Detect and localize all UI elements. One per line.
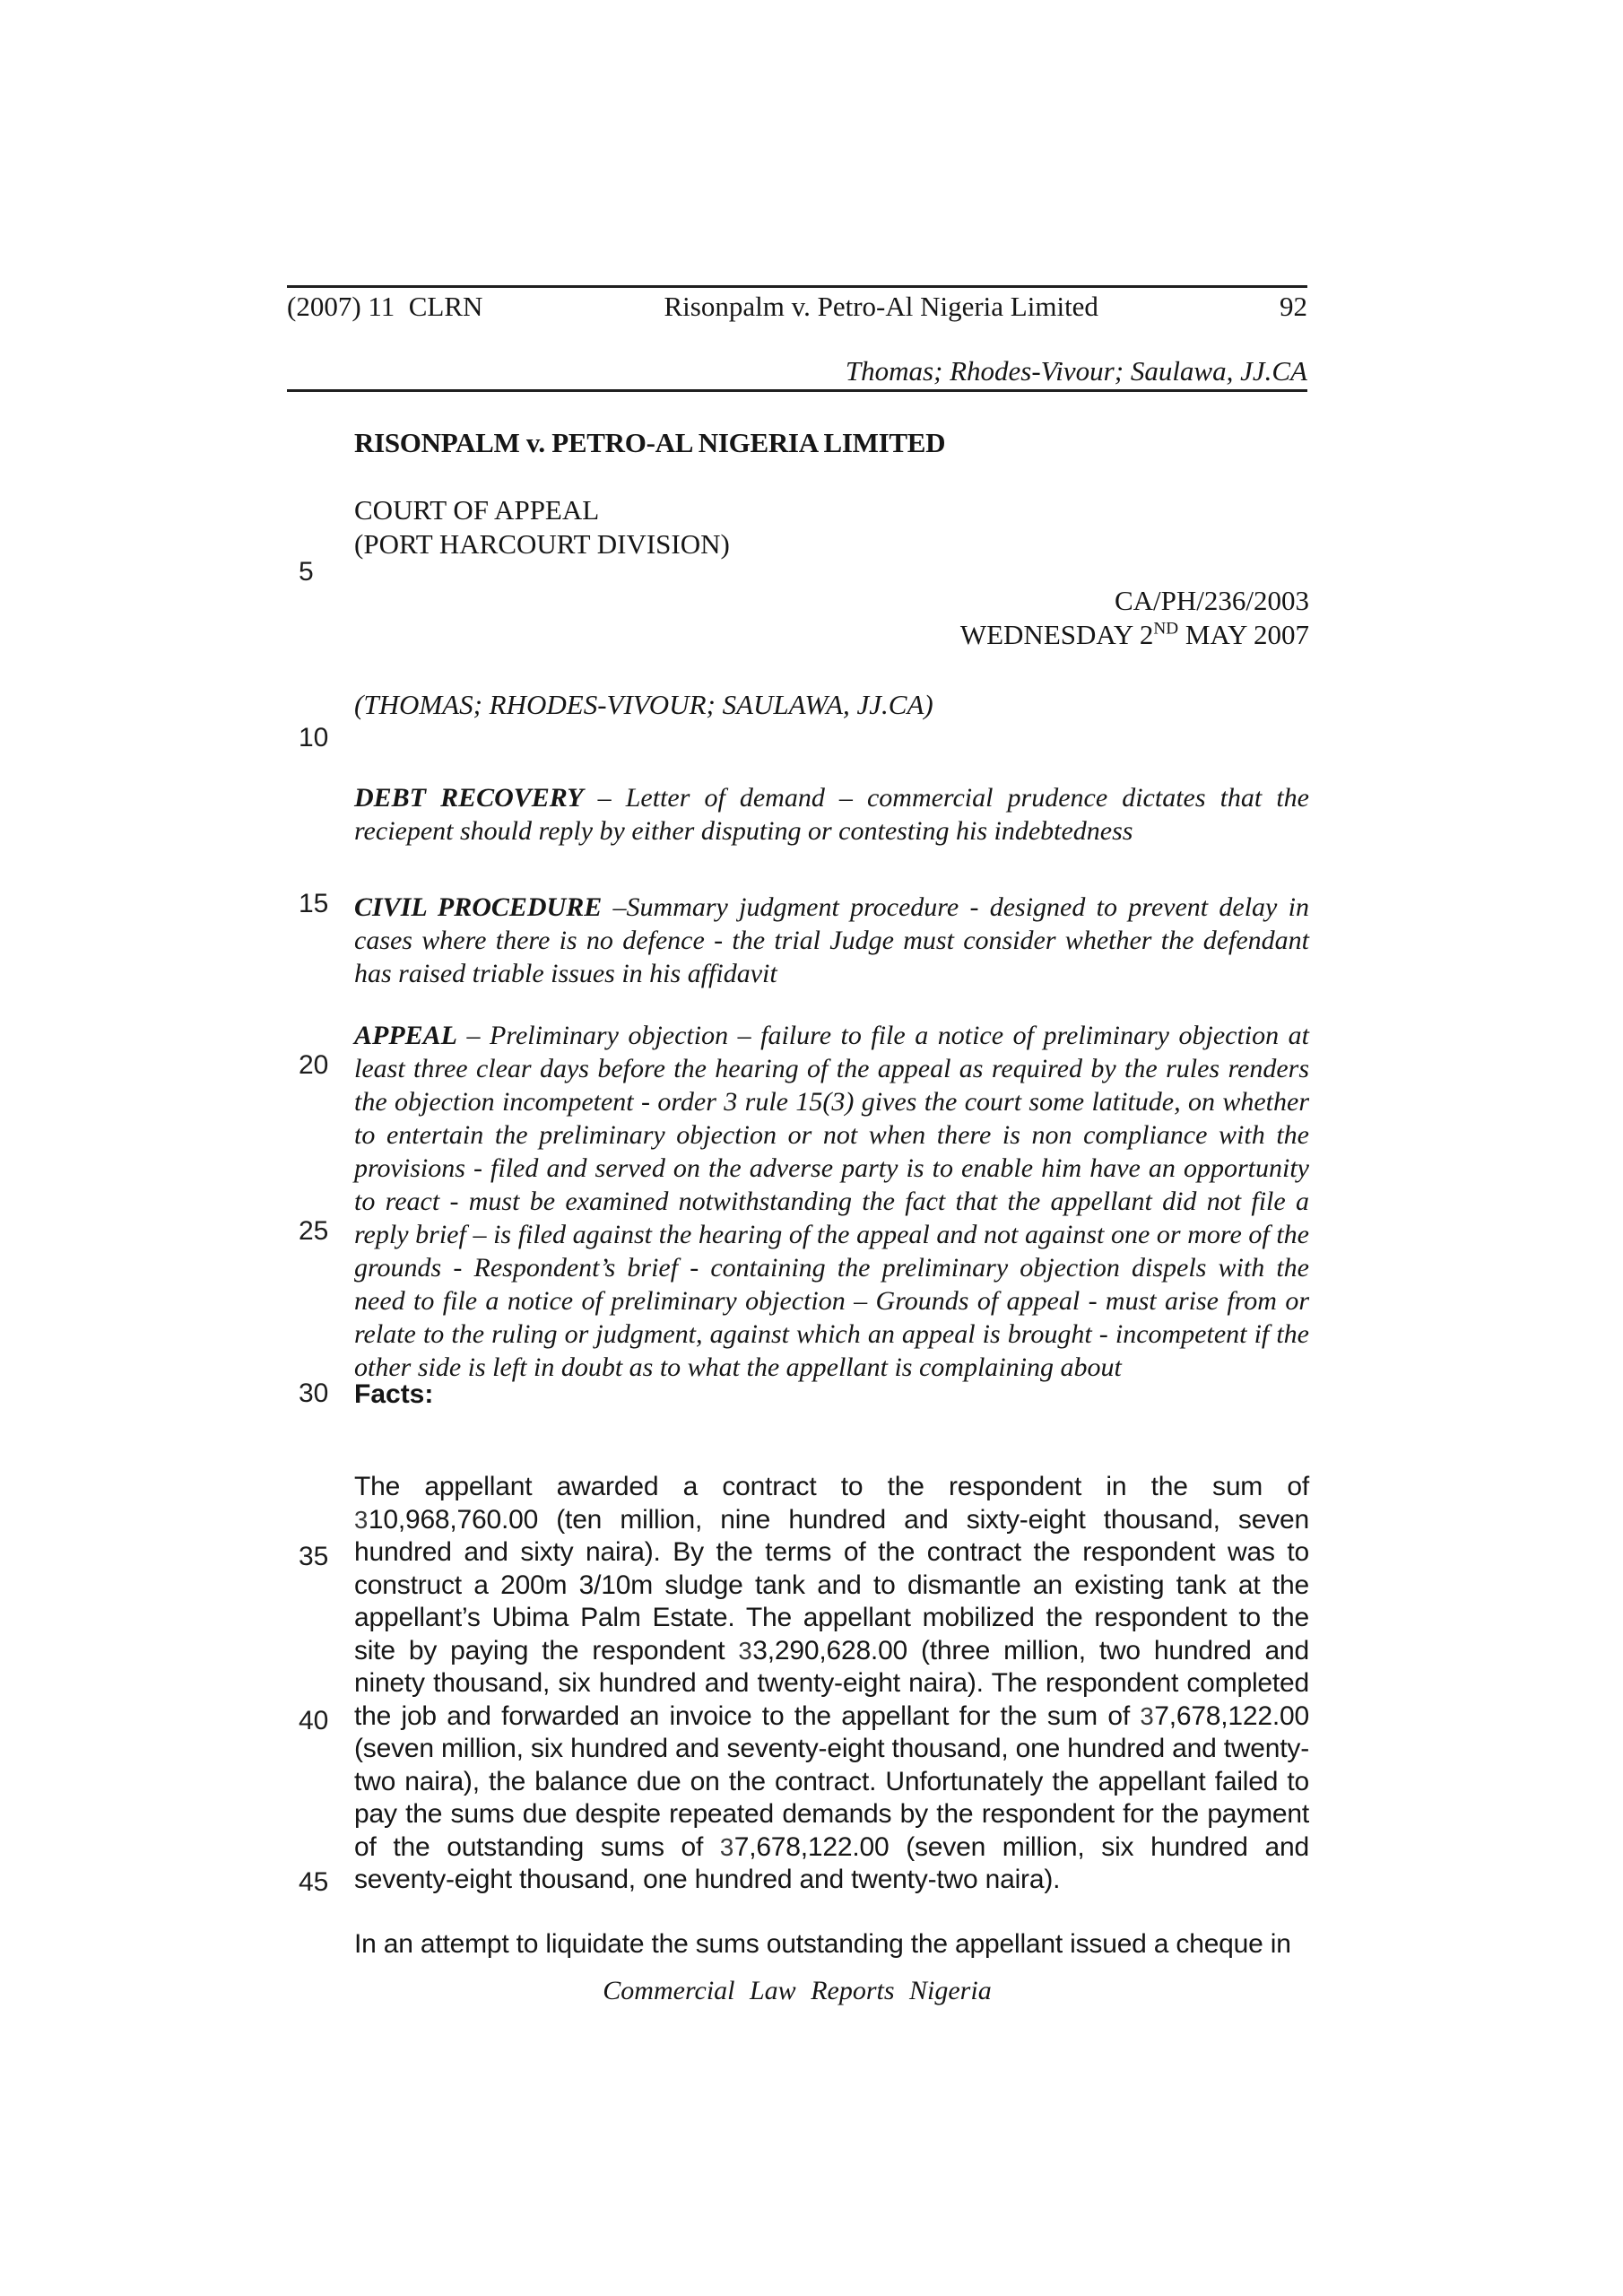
text-segment: 10,968,760.00 (ten million, nine hundred and sixty-eight thousand, seven hundred and sixty naira). By the terms of the contract the respondent was to construct a 200m 3/10m sludge tank and to dismantle an existing tank at the appellant’s Ubima Palm Estate. The appellant mobilized the respondent to the site by paying the respondent <box>354 1504 1309 1665</box>
naira-symbol: 3 <box>1140 1701 1155 1730</box>
margin-line-number: 40 <box>299 1706 329 1735</box>
headnote-text: – Letter of demand – commercial prudence dictates that the reciepent should reply by either disputing or contesting his indebtedness <box>354 783 1309 846</box>
margin-line-number: 30 <box>299 1378 329 1408</box>
headnote-label: APPEAL <box>354 1021 458 1050</box>
court-name: COURT OF APPEAL <box>354 494 600 526</box>
facts-paragraph <box>354 1471 1309 1897</box>
header-case-name: Risonpalm v. Petro-Al Nigeria Limited <box>664 291 1098 322</box>
hearing-date <box>354 619 1309 651</box>
margin-line-number: 35 <box>299 1542 329 1571</box>
header-citation: (2007) 11 CLRN <box>287 291 483 322</box>
case-title: RISONPALM v. PETRO-AL NIGERIA LIMITED <box>354 427 946 458</box>
text-segment: 7,678,122.00 (seven million, six hundred and seventy-eight thousand, one hundred and twenty-two naira), the balance due on the contract. Unfortunately the appellant failed to pay the sums due despite repeated demands by the respondent for the payment of the outstanding sums of <box>354 1700 1309 1862</box>
margin-line-number: 15 <box>299 889 329 918</box>
header-judges: Thomas; Rhodes-Vivour; Saulawa, JJ.CA <box>845 355 1307 387</box>
naira-symbol: 3 <box>354 1505 369 1534</box>
text-segment: 7,678,122.00 (seven million, six hundred and seventy-eight thousand, one hundred and twenty-two naira). <box>354 1831 1309 1894</box>
headnote-civil-procedure <box>354 891 1309 990</box>
footer-publication: Commercial Law Reports Nigeria <box>603 1976 992 2005</box>
hearing-date-suffix: MAY 2007 <box>1178 619 1309 650</box>
hearing-date-ordinal: ND <box>1153 619 1179 639</box>
page-header <box>287 291 1307 322</box>
hearing-date-prefix: WEDNESDAY 2 <box>959 619 1154 650</box>
headnote-label: DEBT RECOVERY <box>354 783 584 813</box>
margin-line-number: 10 <box>299 723 329 752</box>
headnote-debt-recovery <box>354 781 1309 848</box>
judges-panel: (THOMAS; RHODES-VIVOUR; SAULAWA, JJ.CA) <box>354 689 933 720</box>
header-rule-bottom <box>287 389 1307 392</box>
naira-symbol: 3 <box>738 1636 753 1665</box>
text-segment: In an attempt to liquidate the sums outstanding the appellant issued a cheque in <box>354 1929 1291 1959</box>
facts-paragraph <box>354 1928 1309 1961</box>
headnote-appeal <box>354 1019 1309 1384</box>
header-page-number: 92 <box>1280 291 1307 322</box>
naira-symbol: 3 <box>719 1832 734 1861</box>
text-segment: 3,290,628.00 (three million, two hundred and ninety thousand, six hundred and twenty-eight naira). The respondent completed the job and forwarded an invoice to the appellant for the sum of <box>354 1635 1309 1731</box>
court-division: (PORT HARCOURT DIVISION) <box>354 528 730 560</box>
headnote-text: – Preliminary objection – failure to file a notice of preliminary objection at least three clear days before the hearing of the appeal as required by the rules renders the objection incompetent - order 3 rule 15(3) gives the court some latitude, on whether to entertain the preliminary objection or not when there is non compliance with the provisions - filed and served on the adverse party is to enable him have an opportunity to react - must be examined notwithstanding the fact that the appellant did not file a reply brief – is filed against the hearing of the appeal and not against one or more of the grounds - Respondent’s brief - containing the preliminary objection dispels with the need to file a notice of preliminary objection – Grounds of appeal - must arise from or relate to the ruling or judgment, against which an appeal is brought - incompetent if the other side is left in doubt as to what the appellant is complaining about <box>354 1021 1309 1382</box>
case-number: CA/PH/236/2003 <box>1114 585 1309 616</box>
margin-line-number: 45 <box>299 1867 329 1897</box>
facts-heading: Facts: <box>354 1379 434 1409</box>
margin-line-number: 25 <box>299 1216 329 1246</box>
text-segment: The appellant awarded a contract to the respondent in the sum of <box>354 1472 1309 1501</box>
margin-line-number: 5 <box>299 557 314 587</box>
margin-line-number: 20 <box>299 1050 329 1080</box>
headnote-text: –Summary judgment procedure - designed to prevent delay in cases where there is no defence - the trial Judge must consider whether the defendant has raised triable issues in his affidavit <box>354 892 1310 988</box>
headnote-label: CIVIL PROCEDURE <box>354 892 603 922</box>
header-rule-top <box>287 285 1307 288</box>
